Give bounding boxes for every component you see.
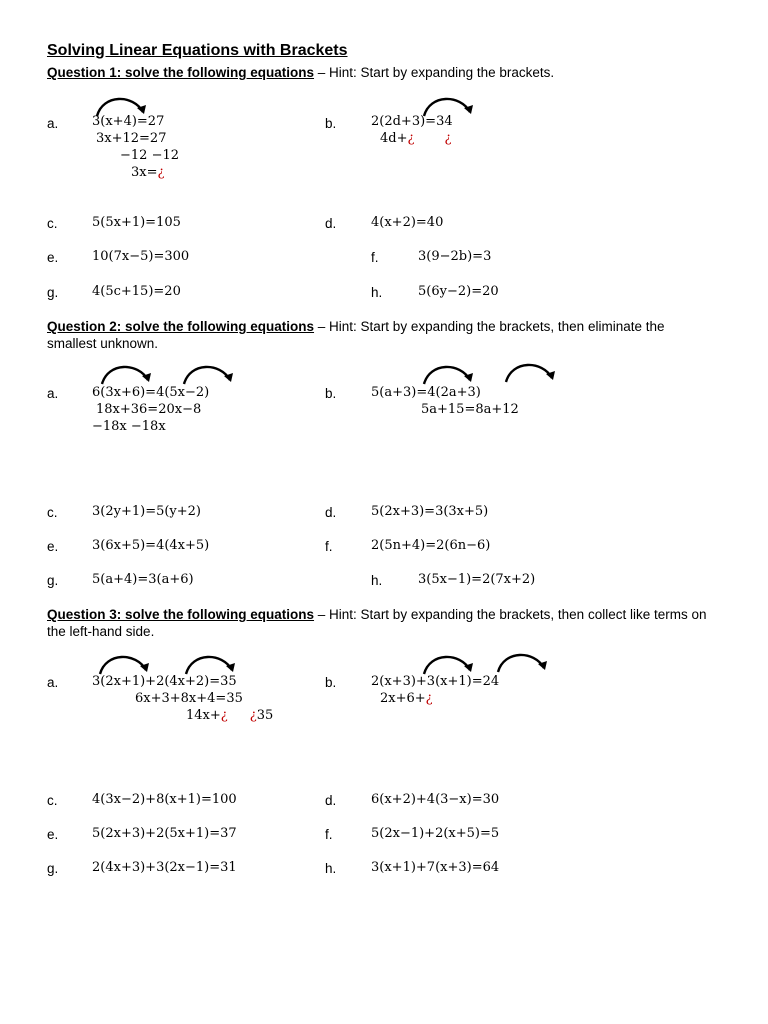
working-line: 18x+36=20x−8 — [96, 402, 202, 417]
equation: 3(x+1)+7(x+3)=64 — [371, 860, 500, 875]
item-label: f. — [325, 539, 333, 554]
equation: 4(5c+15)=20 — [92, 284, 181, 299]
equation: 5(2x−1)+2(x+5)=5 — [371, 826, 500, 841]
working-line: 5a+15=8a+12 — [421, 402, 519, 417]
item-label: c. — [47, 216, 58, 231]
item-label: a. — [47, 116, 59, 131]
item-label: c. — [47, 793, 58, 808]
equation: 3(5x−1)=2(7x+2) — [418, 572, 536, 587]
equation: 6(x+2)+4(3−x)=30 — [371, 792, 500, 807]
equation: 10(7x−5)=300 — [92, 249, 190, 264]
equation: 5(a+4)=3(a+6) — [92, 572, 194, 587]
item-label: d. — [325, 793, 337, 808]
question-3-heading — [47, 606, 707, 640]
missing-symbol: ¿ — [407, 131, 415, 146]
expand-arrow-icon — [420, 364, 476, 386]
equation: 2(4x+3)+3(2x−1)=31 — [92, 860, 237, 875]
item-label: d. — [325, 505, 337, 520]
missing-symbol: ¿ — [249, 708, 257, 723]
missing-symbol: ¿ — [425, 691, 433, 706]
question-1-hint: – Hint: Start by expanding the brackets. — [314, 65, 555, 80]
item-label: g. — [47, 861, 59, 876]
equation: 5(2x+3)=3(3x+5) — [371, 504, 489, 519]
equation: 6(3x+6)=4(5x−2) — [92, 385, 210, 400]
item-label: a. — [47, 386, 59, 401]
equation: 3(2y+1)=5(y+2) — [92, 504, 202, 519]
equation: 3(x+4)=27 — [92, 114, 165, 129]
item-label: b. — [325, 386, 337, 401]
item-label: a. — [47, 675, 59, 690]
expand-arrow-icon — [494, 652, 550, 674]
item-label: b. — [325, 675, 337, 690]
expand-arrow-icon — [98, 364, 154, 386]
equation: 5(2x+3)+2(5x+1)=37 — [92, 826, 237, 841]
question-3-label: Question 3: solve the following equations — [47, 607, 315, 622]
question-2-label: Question 2: solve the following equations — [47, 319, 315, 334]
question-2-heading — [47, 318, 707, 352]
question-1-heading — [47, 64, 707, 81]
working-line: 14x+¿ ¿35 — [186, 708, 274, 723]
equation: 5(a+3)=4(2a+3) — [371, 385, 481, 400]
item-label: h. — [325, 861, 337, 876]
equation: 3(9−2b)=3 — [418, 249, 492, 264]
expand-arrow-icon — [182, 654, 238, 676]
item-label: d. — [325, 216, 337, 231]
item-label: g. — [47, 573, 59, 588]
question-1-label: Question 1: solve the following equations — [47, 65, 315, 80]
item-label: c. — [47, 505, 58, 520]
missing-symbol: ¿ — [444, 131, 452, 146]
equation: 2(5n+4)=2(6n−6) — [371, 538, 491, 553]
item-label: e. — [47, 827, 59, 842]
working-line: 4d+¿ ¿ — [380, 131, 452, 146]
page-title: Solving Linear Equations with Brackets — [47, 42, 348, 59]
item-label: f. — [371, 250, 379, 265]
question-2-hint: – Hint: Start by expanding the brackets, then eliminate the smallest unknown. — [47, 319, 665, 351]
equation: 3(2x+1)+2(4x+2)=35 — [92, 674, 237, 689]
equation: 4(x+2)=40 — [371, 215, 444, 230]
working-line: −12 −12 — [120, 148, 180, 163]
equation: 2(x+3)+3(x+1)=24 — [371, 674, 500, 689]
item-label: h. — [371, 573, 383, 588]
working-line: 3x+12=27 — [96, 131, 167, 146]
expand-arrow-icon — [420, 654, 476, 676]
expand-arrow-icon — [96, 654, 152, 676]
item-label: f. — [325, 827, 333, 842]
item-label: h. — [371, 285, 383, 300]
item-label: e. — [47, 250, 59, 265]
question-3-hint: – Hint: Start by expanding the brackets, then collect like terms on the left-hand side. — [47, 607, 707, 639]
working-line: 3x=¿ — [131, 165, 165, 180]
item-label: g. — [47, 285, 59, 300]
equation: 5(5x+1)=105 — [92, 215, 181, 230]
missing-symbol: ¿ — [157, 165, 165, 180]
working-line: 2x+6+¿ — [380, 691, 433, 706]
item-label: b. — [325, 116, 337, 131]
expand-arrow-icon — [502, 362, 558, 384]
equation: 4(3x−2)+8(x+1)=100 — [92, 792, 237, 807]
expand-arrow-icon — [180, 364, 236, 386]
item-label: e. — [47, 539, 59, 554]
working-line: 6x+3+8x+4=35 — [135, 691, 243, 706]
working-line: −18x −18x — [92, 419, 166, 434]
missing-symbol: ¿ — [220, 708, 228, 723]
equation: 5(6y−2)=20 — [418, 284, 499, 299]
equation: 3(6x+5)=4(4x+5) — [92, 538, 210, 553]
equation: 2(2d+3)=34 — [371, 114, 453, 129]
